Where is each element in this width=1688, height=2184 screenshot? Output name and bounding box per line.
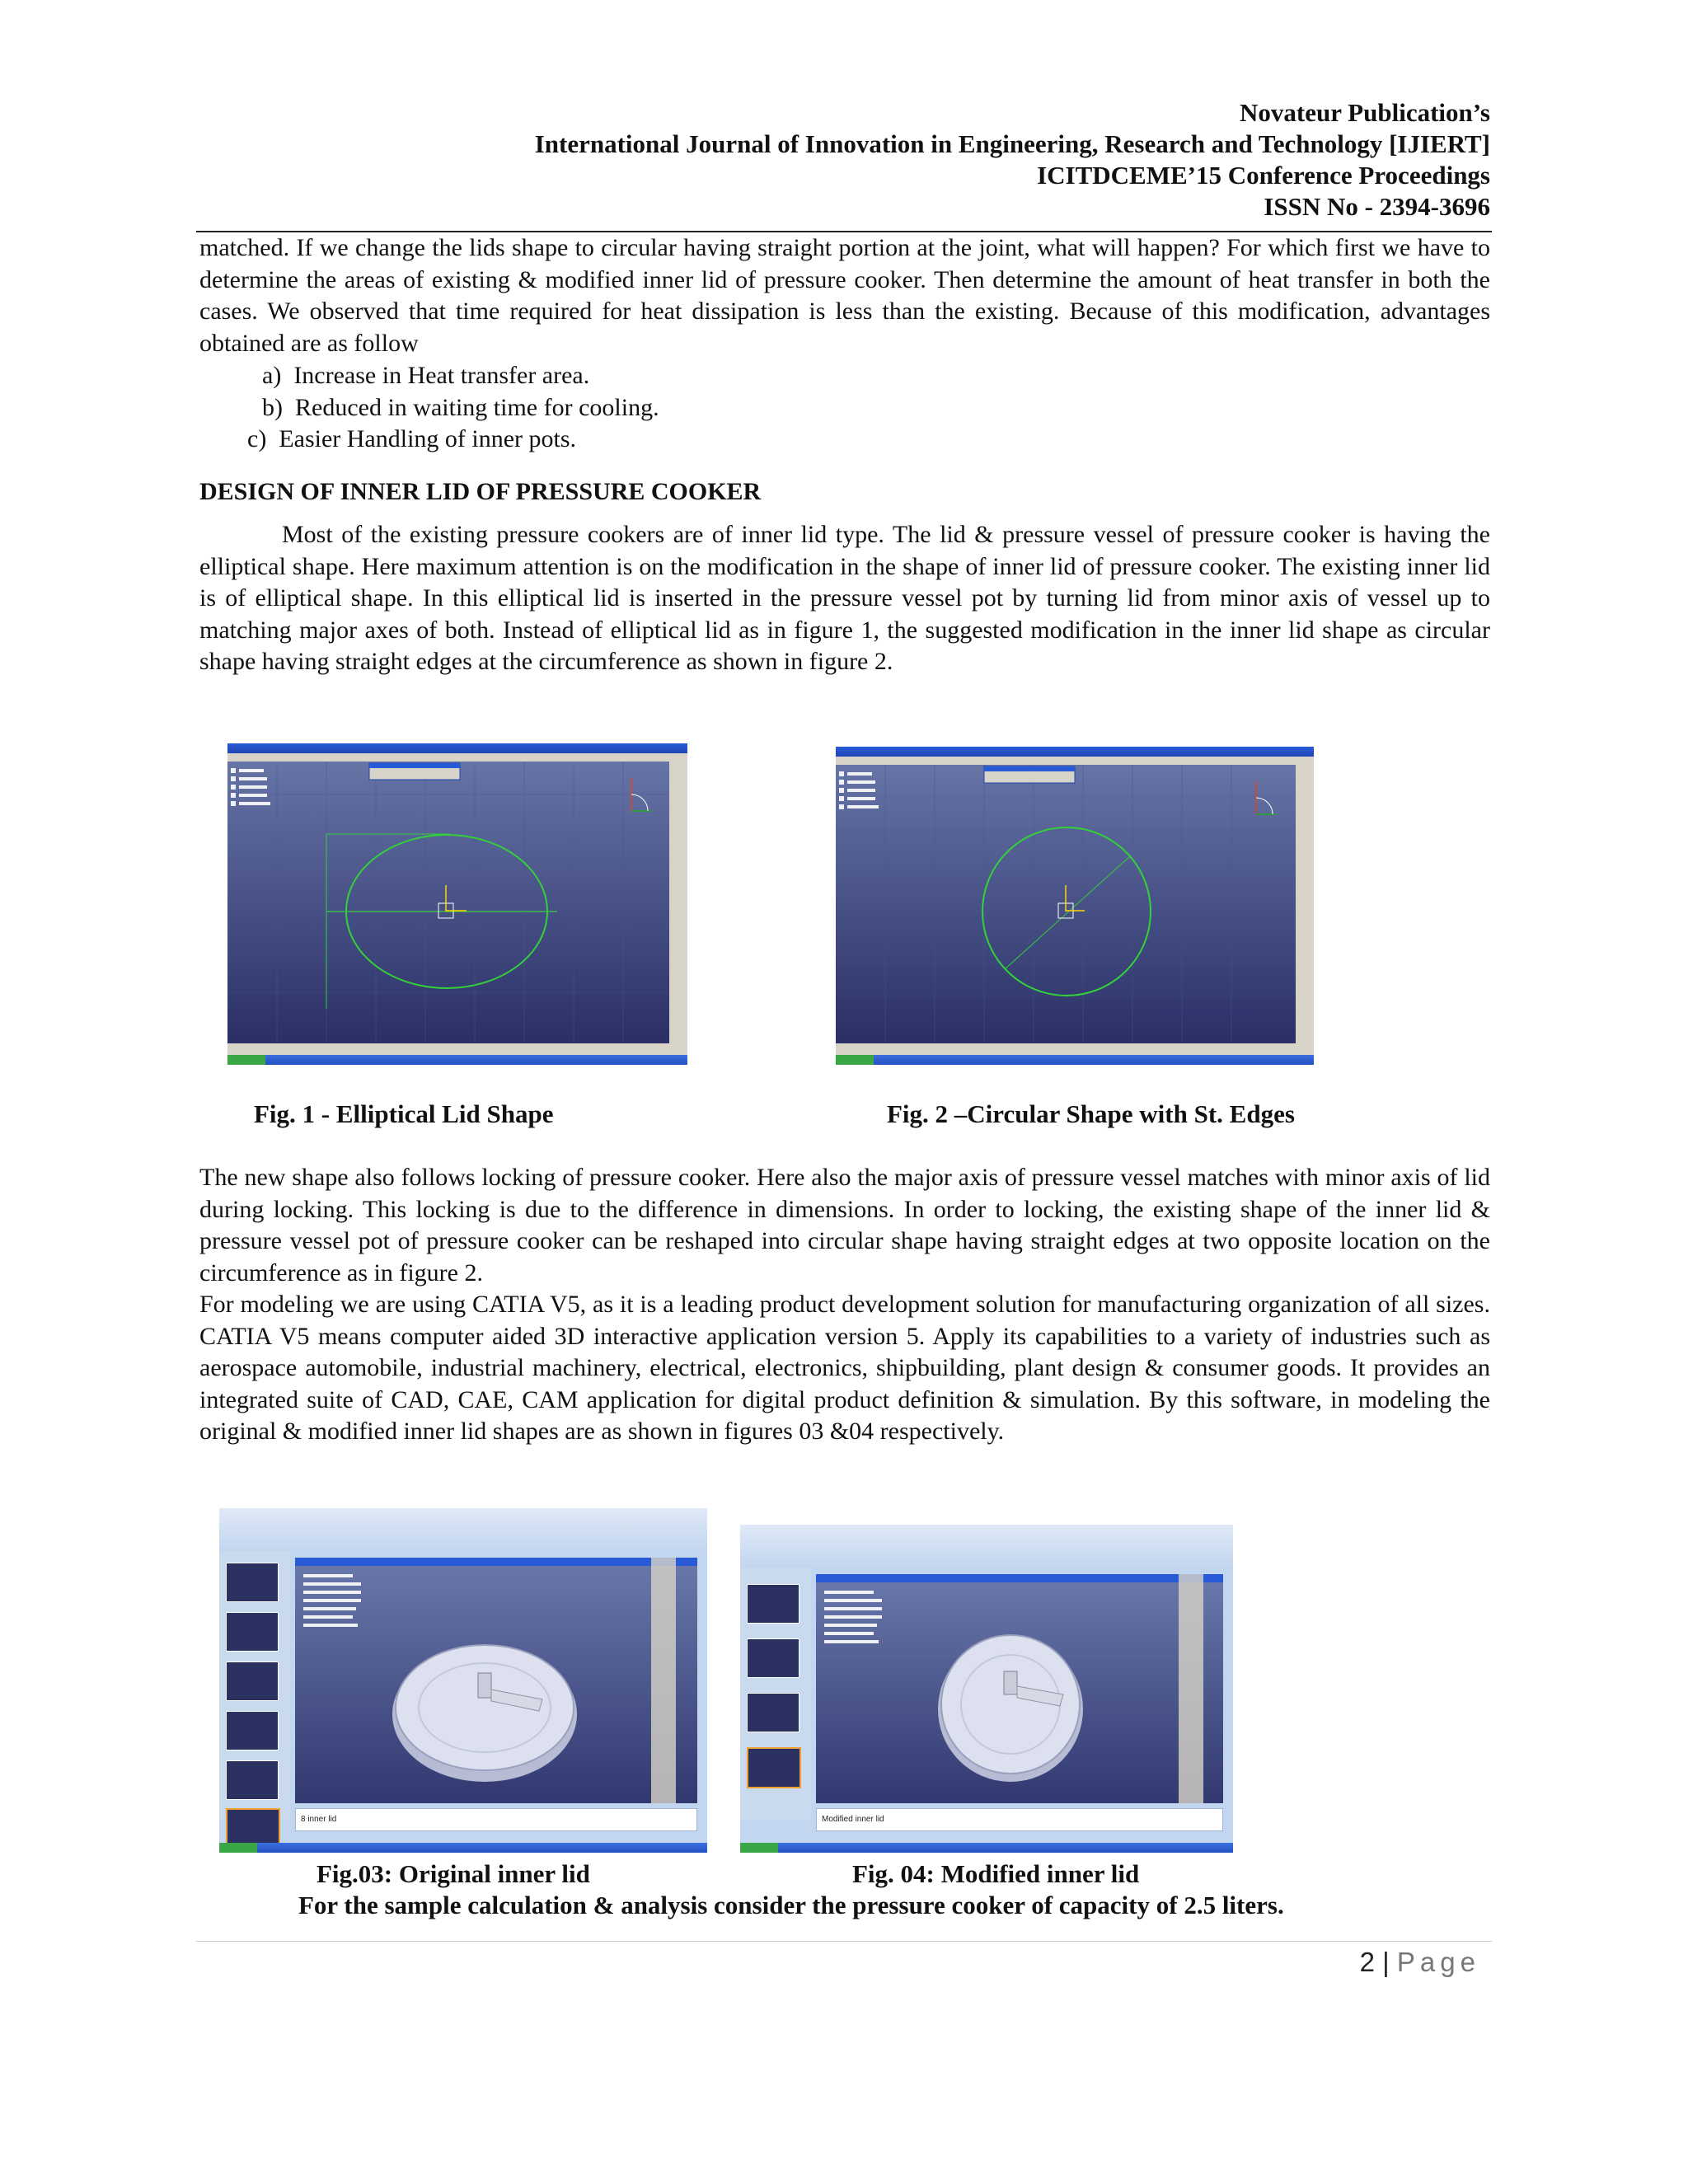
figure-3-screenshot — [219, 1508, 707, 1853]
figure-3-caption: Fig.03: Original inner lid — [316, 1859, 590, 1888]
slide-notes: 8 inner lid — [295, 1808, 697, 1831]
page-number-value: 2 — [1359, 1947, 1375, 1977]
slide-thumbnail — [747, 1638, 799, 1678]
start-button — [740, 1843, 778, 1853]
slide-thumbnails — [219, 1551, 290, 1820]
menu-bar — [227, 753, 687, 762]
bottom-toolbar — [227, 1043, 687, 1055]
window-title-bar — [227, 743, 687, 753]
slide-thumbnail — [226, 1661, 279, 1701]
list-item: c) Easier Handling of inner pots. — [247, 425, 577, 452]
page-label: Page — [1396, 1947, 1480, 1977]
ribbon — [740, 1525, 1233, 1568]
journal-title-line: International Journal of Innovation in Engineering, Research and Technology [IJIERT] — [534, 129, 1490, 158]
start-button — [227, 1055, 265, 1065]
figure-4-caption: Fig. 04: Modified inner lid — [852, 1859, 1140, 1888]
locking-paragraph: The new shape also follows locking of pressure cooker. Here also the major axis of pressure vessel matches with minor axis of lid during locking. This locking is due to the difference in dimensions. In order to locking, the existing shape of the inner lid & pressure vessel pot of pressure cooker can be reshaped into circular shape having straight edges at two opposite location on the circumference as in figure 2. — [199, 1164, 1490, 1286]
conference-line: ICITDCEME’15 Conference Proceedings — [1037, 161, 1490, 190]
start-button — [836, 1055, 874, 1065]
footer-divider — [196, 1941, 1492, 1942]
slide-thumbnail — [747, 1584, 799, 1624]
slide-thumbnail — [226, 1711, 279, 1750]
slide-thumbnail — [226, 1760, 279, 1800]
slide-thumbnail — [747, 1693, 799, 1732]
design-paragraph: Most of the existing pressure cookers are of inner lid type. The lid & pressure vessel of pressure cooker is having the elliptical shape. Here maximum attention is on the modification in the shape of inner lid of pressure cooker. The existing inner lid is of elliptical shape. In this elliptical lid is inserted in the pressure vessel pot by turning lid from minor axis of vessel up to matching major axes of both. Instead of elliptical lid as in figure 1, the suggested modification in the inner lid shape as circular shape having straight edges at the circumference as shown in figure 2. — [199, 521, 1490, 675]
taskbar — [740, 1843, 1233, 1853]
right-toolbar — [669, 762, 687, 1043]
menu-bar — [836, 757, 1314, 765]
catia-paragraph: For modeling we are using CATIA V5, as it is a leading product development solution for manufacturing organization of all sizes. CATIA V5 means computer aided 3D interactive application version 5. Apply its capabilities to a variety of industries such as aerospace automobile, industrial machinery, electrical, electronics, shipbuilding, plant design & consumer goods. It provides an integrated suite of CAD, CAE, CAM application for digital product definition & simulation. By this software, in modeling the original & modified inner lid shapes are as shown in figures 03 &04 respectively. — [199, 1291, 1490, 1445]
slide-notes: Modified inner lid — [816, 1808, 1223, 1831]
figure-1-caption: Fig. 1 - Elliptical Lid Shape — [254, 1099, 554, 1128]
ribbon — [219, 1508, 707, 1551]
right-toolbar — [1296, 765, 1314, 1043]
start-button — [219, 1843, 257, 1853]
catia-canvas — [836, 765, 1296, 1043]
issn-line: ISSN No - 2394-3696 — [1264, 192, 1490, 221]
taskbar — [227, 1055, 687, 1065]
figure-1-screenshot — [227, 743, 687, 1065]
bottom-toolbar — [836, 1043, 1314, 1055]
window-title-bar — [836, 747, 1314, 757]
taskbar — [836, 1055, 1314, 1065]
slide-thumbnail — [747, 1747, 801, 1788]
figure-2-caption: Fig. 2 –Circular Shape with St. Edges — [887, 1099, 1295, 1128]
page-number — [1360, 1947, 1480, 1978]
intro-paragraph: matched. If we change the lids shape to circular having straight portion at the joint, what will happen? For which first we have to determine the areas of existing & modified inner lid of pressure cooker. Then determine the amount of heat transfer in both the cases. We observed that time required for heat dissipation is less than the existing. Because of this modification, advantages obtained are as follow — [199, 234, 1490, 357]
list-item: a) Increase in Heat transfer area. — [262, 362, 590, 389]
figure-2-screenshot — [836, 747, 1314, 1065]
slide-canvas — [816, 1574, 1223, 1803]
taskbar — [219, 1843, 707, 1853]
page-separator: | — [1382, 1947, 1390, 1977]
slide-thumbnails — [740, 1568, 811, 1820]
section-heading: DESIGN OF INNER LID OF PRESSURE COOKER — [199, 478, 762, 505]
closing-statement: For the sample calculation & analysis consider the pressure cooker of capacity of 2.5 liters. — [298, 1891, 1284, 1919]
journal-header — [535, 97, 1490, 223]
slide-canvas — [295, 1558, 697, 1803]
slide-thumbnail — [226, 1612, 279, 1652]
slide-thumbnail — [226, 1563, 279, 1602]
catia-canvas — [227, 762, 669, 1043]
list-item: b) Reduced in waiting time for cooling. — [262, 394, 659, 421]
publisher-line: Novateur Publication’s — [1240, 98, 1490, 127]
figure-4-screenshot — [740, 1525, 1233, 1853]
circular-lid-sketch — [982, 827, 1151, 996]
